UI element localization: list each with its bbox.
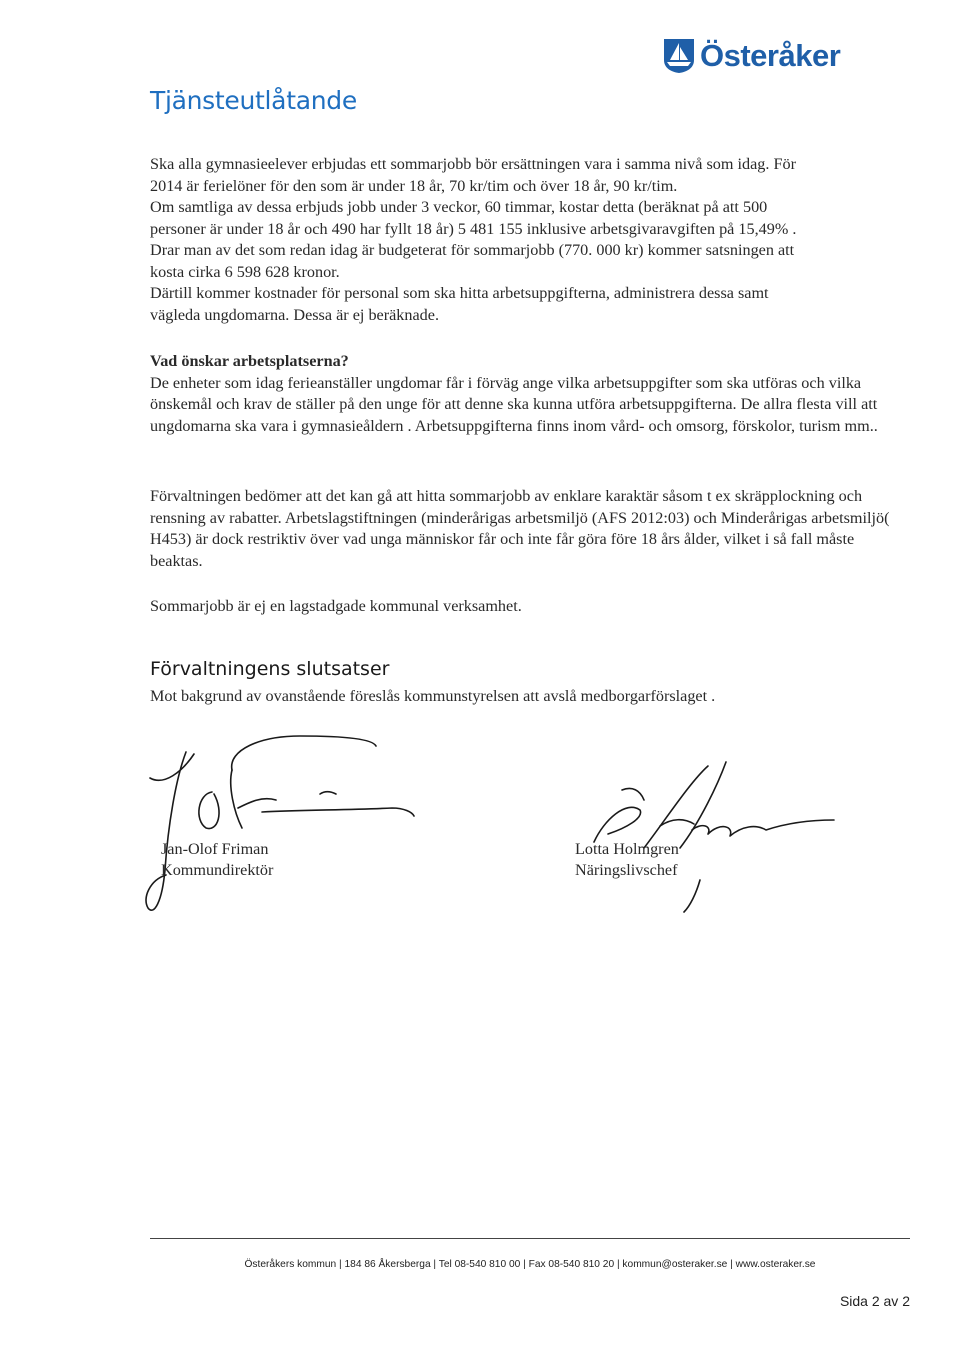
signature-block-left xyxy=(161,839,273,881)
signature-left-stroke xyxy=(262,808,414,816)
signature-left-stroke xyxy=(199,792,219,829)
signature-left-stroke xyxy=(231,770,242,828)
signature-left-stroke xyxy=(150,754,194,780)
osteraker-logo xyxy=(663,38,840,74)
workplaces-heading: Vad önskar arbetsplatserna? xyxy=(150,352,349,370)
signature-block-right xyxy=(575,839,679,881)
document-title: Tjänsteutlåtande xyxy=(150,86,357,115)
conclusions-paragraph: Mot bakgrund av ovanstående föreslås kommunstyrelsen att avslå medborgarförslaget . xyxy=(150,687,716,705)
municipal-crest-icon xyxy=(663,38,695,74)
signature-right-stroke xyxy=(644,766,708,848)
conclusions-heading: Förvaltningens slutsatser xyxy=(150,658,390,680)
footer-contact: Österåkers kommun | 184 86 Åkersberga | Tel 08-540 810 00 | Fax 08-540 810 20 | kommun@osteraker.se | www.osteraker.se xyxy=(244,1259,816,1270)
signature-right-stroke xyxy=(594,807,641,842)
signatory-role: Kommundirektör xyxy=(161,861,274,879)
text-line: Därtill kommer kostnader för personal som ska hitta arbetsuppgifterna, administrera dessa samt xyxy=(150,284,769,302)
text-line: Drar man av det som redan idag är budgeterat för sommarjobb (770. 000 kr) kommer satsningen att xyxy=(150,241,795,259)
text-line: personer är under 18 år och 490 har fyllt 18 år) 5 481 155 inklusive arbetsgivaravgiften på 15,49% . xyxy=(150,219,797,238)
legal-status-paragraph: Sommarjobb är ej en lagstadgade kommunal verksamhet. xyxy=(150,597,522,615)
signature-right-stroke xyxy=(622,788,644,800)
cost-paragraph xyxy=(150,154,910,326)
workplaces-section xyxy=(150,351,910,437)
text-line: Om samtliga av dessa erbjuds jobb under 3 veckor, 60 timmar, kostar detta (beräknat på att 500 xyxy=(150,198,768,216)
workplaces-paragraph: De enheter som idag ferieanställer ungdomar får i förväg ange vilka arbetsuppgifter som ska utföras och vilka önskemål och krav de ställer på den unge för att denne ska kunna utföra arbetsuppgifterna. De allra flesta vill att ungdomarna ska vara i gymnasieåldern . Arbetsuppgifterna finns inom vård- och omsorg, förskolor, turism mm.. xyxy=(150,373,878,435)
signature-left-stroke xyxy=(146,752,186,910)
signature-right-stroke xyxy=(680,762,726,848)
text-line: kosta cirka 6 598 628 kronor. xyxy=(150,262,340,281)
signatory-name: Lotta Holmgren xyxy=(575,840,679,858)
page-number: Sida 2 av 2 xyxy=(839,1293,910,1309)
signatory-name: Jan-Olof Friman xyxy=(161,840,269,858)
signature-left-stroke xyxy=(232,736,376,770)
signatory-role: Näringslivschef xyxy=(575,861,678,879)
administration-paragraph: Förvaltningen bedömer att det kan gå att hitta sommarjobb av enklare karaktär såsom t ex skräpplockning och rensning av rabatter. Arbetslagstiftningen (minderårigas arbetsmiljö (AFS 2012:03) och Minderårigas arbetsmiljö( H453) är dock restriktiv över vad unga människor får och inte får göra före 18 års ålder, vilket i så fall måste beaktas. xyxy=(150,487,890,570)
signature-area xyxy=(0,730,960,930)
signature-right-stroke xyxy=(684,880,700,912)
signature-right-stroke xyxy=(692,820,834,836)
text-line: vägleda ungdomarna. Dessa är ej beräknade. xyxy=(150,305,439,324)
signature-left-stroke xyxy=(320,792,336,794)
signature-left-stroke xyxy=(238,799,276,808)
handwritten-signatures xyxy=(0,730,960,930)
logo-text: Österåker xyxy=(700,38,841,73)
footer-divider xyxy=(150,1238,910,1239)
text-line: Ska alla gymnasieelever erbjudas ett sommarjobb bör ersättningen vara i samma nivå som idag. För xyxy=(150,155,796,173)
text-line: 2014 är ferielöner för den som är under 18 år, 70 kr/tim och över 18 år, 90 kr/tim. xyxy=(150,176,678,195)
signature-right-stroke xyxy=(660,820,694,826)
